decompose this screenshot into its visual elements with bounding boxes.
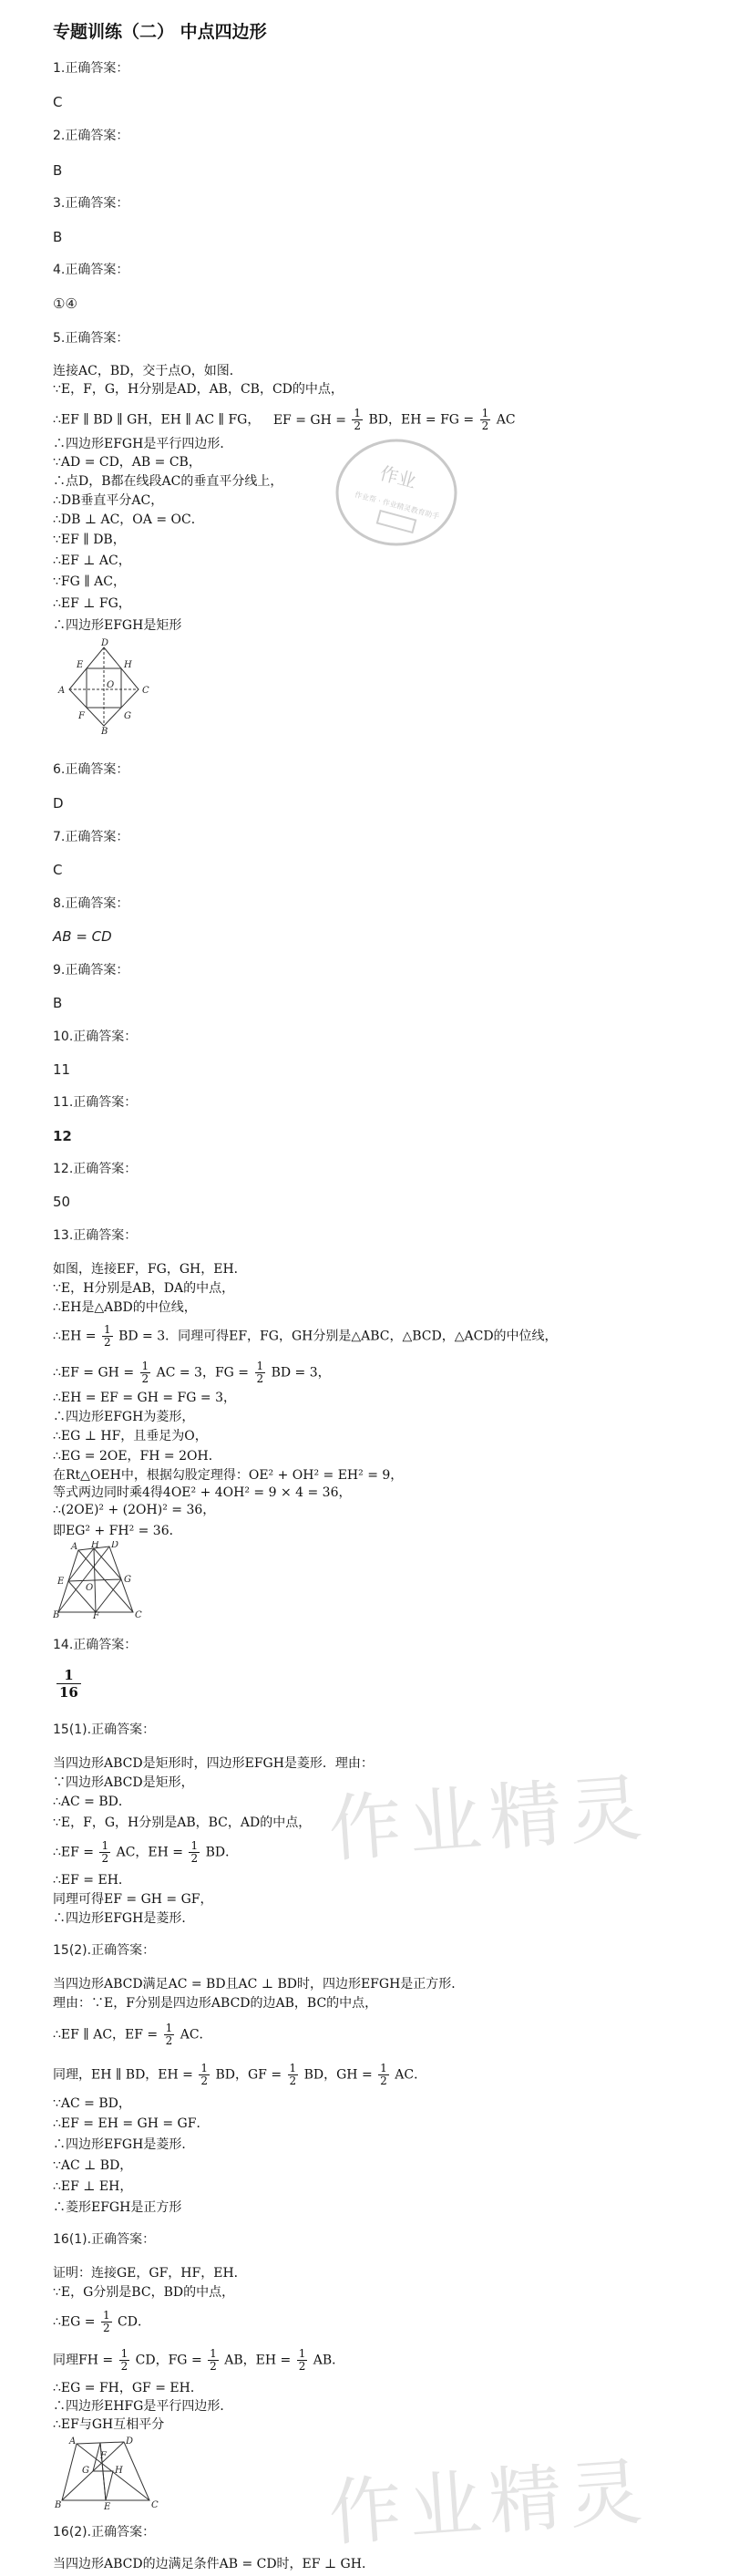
q4-answer: ①④ (53, 295, 77, 312)
q3-label: 3.正确答案： (53, 196, 129, 211)
q15a-frac-2-num: 1 (190, 1839, 199, 1852)
q11-label: 11.正确答案： (53, 1095, 138, 1110)
q13-line-5 (53, 1360, 331, 1385)
q5-line-1: 连接AC，BD，交于点O，如图． (53, 364, 242, 378)
q5-diagram-label-g: G (124, 711, 131, 721)
q1-answer: C (53, 94, 63, 110)
q15a-label: 15(1).正确答案： (53, 1723, 156, 1737)
q15a-line-5-mid: AC，EH = (116, 1845, 184, 1860)
q8-label: 8.正确答案： (53, 896, 129, 911)
q14-answer-fraction (56, 1667, 81, 1701)
q13-diagram-label-c: C (135, 1610, 142, 1619)
q9-answer: B (53, 995, 63, 1011)
q15b-line-4-tail: AC． (395, 2067, 427, 2083)
svg-text:作业: 作业 (377, 461, 419, 493)
q15b-line-8: ∵AC ⊥ BD， (53, 2158, 133, 2173)
q16-diagram-label-h: H (115, 2466, 123, 2476)
q15b-label: 15(2).正确答案： (53, 1943, 156, 1958)
q15a-line-3: ∴AC = BD． (53, 1795, 131, 1809)
q16a-line-2: ∵E，G分别是BC，BD的中点， (53, 2285, 235, 2300)
q12-label: 12.正确答案： (53, 1162, 138, 1176)
q16a-frac-4 (297, 2348, 308, 2373)
q5-frac-text-2: BD，EH = FG = (368, 412, 475, 428)
q13-frac-3-den: 2 (256, 1372, 264, 1385)
q16a-frac-1-num: 1 (102, 2309, 110, 2322)
q13-diagram-label-d: D (111, 1541, 119, 1550)
q13-frac-2-den: 2 (141, 1372, 149, 1385)
q15a-frac-1 (99, 1840, 110, 1865)
q15a-line-1: 当四边形ABCD是矩形时，四边形EFGH是菱形．理由： (53, 1756, 374, 1771)
q15b-frac-2-num: 1 (200, 2062, 209, 2074)
q16a-line-4-tail: AB． (313, 2353, 345, 2368)
q3-answer: B (53, 229, 63, 245)
page-title: 专题训练（二） 中点四边形 (53, 22, 267, 42)
q13-diagram-label-e: E (57, 1577, 65, 1587)
q13-line-12: ∴(2OE)² + (2OH)² = 36， (53, 1503, 216, 1517)
q15b-frac-1-num: 1 (165, 2022, 173, 2034)
svg-text:作业帮 · 作业精灵教育助手: 作业帮 · 作业精灵教育助手 (354, 490, 441, 522)
q5-line-11: ∵FG ∥ AC， (53, 574, 126, 589)
q15a-line-5-tail: BD． (205, 1845, 239, 1860)
q13-diagram-label-o: O (86, 1583, 94, 1593)
q13-line-4 (53, 1324, 558, 1349)
q16a-frac-2-den: 2 (120, 2360, 128, 2373)
q5-diagram-label-h: H (124, 660, 132, 670)
q13-line-13: 即EG² + FH² = 36． (53, 1524, 182, 1538)
q13-line-5-mid: AC = 3，FG = (156, 1365, 250, 1381)
q15b-frac-4-den: 2 (380, 2074, 387, 2087)
q15a-frac-2-den: 2 (190, 1852, 199, 1865)
q15a-frac-1-num: 1 (101, 1839, 109, 1852)
q16a-frac-4-den: 2 (298, 2360, 306, 2373)
q16a-label: 16(1).正确答案： (53, 2232, 156, 2247)
q13-line-4-tail: BD = 3．同理可得EF，FG，GH分别是△ABC，△BCD，△ACD的中位线， (118, 1329, 558, 1344)
q5-fraction-2 (480, 408, 491, 432)
q5-line-7: ∴DB垂直平分AC， (53, 493, 164, 508)
q13-diagram-label-h: H (91, 1541, 99, 1550)
q13-line-6: ∴EH = EF = GH = FG = 3， (53, 1391, 236, 1405)
q15b-line-2: 理由：∵E，F分别是四边形ABCD的边AB，BC的中点， (53, 1996, 378, 2011)
q5-line-8: ∴DB ⊥ AC，OA = OC． (53, 512, 204, 527)
q16a-line-3-tail: CD． (118, 2314, 150, 2330)
q12-answer: 50 (53, 1194, 71, 1210)
q16a-frac-1 (101, 2310, 112, 2334)
q1-label: 1.正确答案： (53, 61, 129, 76)
q15a-frac-1-den: 2 (101, 1852, 109, 1865)
q5-frac-text-3: AC (496, 412, 516, 428)
q6-label: 6.正确答案： (53, 762, 129, 777)
q5-kite-diagram (56, 638, 157, 734)
q15b-line-4 (53, 2063, 426, 2087)
q15b-line-6: ∴EF = EH = GH = GF． (53, 2116, 210, 2131)
q13-diagram-label-f: F (93, 1611, 99, 1619)
q13-line-2: ∵E，H分别是AB，DA的中点， (53, 1281, 235, 1296)
q13-frac-3 (255, 1360, 266, 1385)
q13-line-11: 等式两边同时乘4得4OE² + 4OH² = 9 × 4 = 36， (53, 1485, 352, 1500)
q13-quadrilateral-diagram (53, 1541, 153, 1619)
q16-diagram-label-f: F (100, 2451, 107, 2461)
q16a-frac-2 (119, 2348, 130, 2373)
q5-line-13: ∴四边形EFGH是矩形 (53, 618, 182, 633)
q5-line-9: ∵EF ∥ DB， (53, 533, 126, 547)
q13-diagram-label-a: A (71, 1542, 78, 1552)
q5-diagram-label-a: A (58, 686, 66, 696)
q15a-line-8: ∴四边形EFGH是菱形． (53, 1911, 195, 1926)
q5-frac2-num: 1 (481, 407, 489, 419)
q5-diagram-label-o: O (107, 680, 115, 690)
q13-frac-1 (102, 1324, 113, 1349)
q13-frac-2 (140, 1360, 151, 1385)
q16b-line-1: 当四边形ABCD的边满足条件AB = CD时，EF ⊥ GH． (53, 2557, 375, 2571)
q13-diagram-label-g: G (124, 1575, 131, 1585)
q16a-line-7: ∴EF与GH互相平分 (53, 2417, 165, 2432)
q5-diagram-label-b: B (101, 727, 108, 734)
q16-diagram-label-d: D (126, 2436, 134, 2447)
q13-line-9: ∴EG = 2OE，FH = 2OH． (53, 1449, 221, 1464)
q16a-frac-3-den: 2 (210, 2360, 217, 2373)
q5-frac-den: 2 (354, 419, 362, 432)
q15b-line-4-text: 同理，EH ∥ BD，EH = (53, 2067, 193, 2083)
q4-label: 4.正确答案： (53, 263, 129, 277)
q7-answer: C (53, 862, 63, 878)
q13-label: 13.正确答案： (53, 1228, 138, 1243)
q16a-line-1: 证明：连接GE，GF，HF，EH． (53, 2266, 247, 2281)
q15b-line-4-mid-2: BD，GH = (303, 2067, 373, 2083)
q6-answer: D (53, 795, 64, 812)
q5-line-12: ∴EF ⊥ FG， (53, 596, 131, 611)
q15b-frac-3 (288, 2063, 299, 2087)
q15a-line-5-text: ∴EF = (53, 1845, 95, 1860)
q13-frac-1-num: 1 (103, 1323, 111, 1336)
q14-frac-num: 1 (56, 1667, 81, 1684)
q16a-line-4 (53, 2348, 344, 2373)
q5-line-6: ∴点D，B都在线段AC的垂直平分线上， (53, 474, 283, 489)
q10-label: 10.正确答案： (53, 1029, 138, 1044)
q15b-line-4-mid-1: BD，GF = (215, 2067, 282, 2083)
q5-diagram-label-f: F (78, 711, 85, 721)
q16a-line-4-mid-2: AB，EH = (224, 2353, 292, 2368)
q5-line-5: ∵AD = CD，AB = CB， (53, 455, 201, 470)
q16-diagram-label-g: G (82, 2466, 89, 2476)
q2-answer: B (53, 162, 63, 179)
q16a-line-5: ∴EG = FH，GF = EH． (53, 2381, 203, 2395)
q16a-line-4-text: 同理FH = (53, 2353, 114, 2368)
q2-label: 2.正确答案： (53, 129, 129, 143)
q13-line-10: 在Rt△OEH中，根据勾股定理得：OE² + OH² = EH² = 9， (53, 1468, 404, 1483)
q5-fraction (352, 408, 363, 432)
q13-line-1: 如图，连接EF，FG，GH，EH． (53, 1262, 247, 1277)
q15a-line-7: 同理可得EF = GH = GF， (53, 1892, 213, 1907)
watermark-text-1: 作业精灵 (325, 1764, 652, 1873)
q15b-frac-2 (199, 2063, 210, 2087)
q13-frac-2-num: 1 (141, 1360, 149, 1372)
q16a-frac-4-num: 1 (298, 2347, 306, 2360)
q15b-frac-1-den: 2 (165, 2034, 173, 2047)
q13-line-3: ∴EH是△ABD的中位线， (53, 1300, 197, 1315)
q15b-line-1: 当四边形ABCD满足AC = BD且AC ⊥ BD时，四边形EFGH是正方形． (53, 1977, 465, 1991)
q13-line-4-text: ∴EH = (53, 1329, 97, 1344)
q15b-line-3 (53, 2023, 212, 2047)
q16b-label: 16(2).正确答案： (53, 2525, 156, 2540)
q16-quadrilateral-diagram (53, 2436, 162, 2509)
q5-diagram-label-d: D (101, 638, 109, 648)
q16a-frac-3-num: 1 (210, 2347, 217, 2360)
q5-diagram-label-c: C (142, 686, 149, 696)
stamp-watermark-icon (328, 433, 465, 552)
q10-answer: 11 (53, 1061, 71, 1078)
q13-line-8: ∴EG ⊥ HF，且垂足为O， (53, 1429, 208, 1443)
q15a-line-5 (53, 1840, 238, 1865)
q15b-frac-1 (164, 2023, 175, 2047)
q5-line-10: ∴EF ⊥ AC， (53, 553, 131, 568)
q14-label: 14.正确答案： (53, 1638, 138, 1652)
q8-answer: AB = CD (53, 928, 112, 945)
q15b-frac-4 (378, 2063, 389, 2087)
q15a-line-2: ∵四边形ABCD是矩形， (53, 1775, 194, 1790)
q15a-line-4: ∵E，F，G，H分别是AB，BC，AD的中点， (53, 1816, 312, 1830)
q13-line-5-text: ∴EF = GH = (53, 1365, 135, 1381)
q5-label: 5.正确答案： (53, 331, 129, 346)
q13-line-7: ∴四边形EFGH为菱形， (53, 1410, 195, 1424)
q15b-frac-3-den: 2 (289, 2074, 297, 2087)
q16-diagram-label-c: C (151, 2500, 159, 2509)
q16a-line-4-mid-1: CD，FG = (135, 2353, 202, 2368)
q14-frac-den: 16 (59, 1684, 78, 1701)
q15b-line-5: ∵AC = BD， (53, 2096, 131, 2111)
q15b-line-10: ∴菱形EFGH是正方形 (53, 2200, 182, 2215)
q5-frac-text-1: EF = GH = (272, 412, 346, 428)
q15a-line-6: ∴EF = EH． (53, 1873, 131, 1888)
q15b-line-3-tail: AC． (180, 2027, 212, 2043)
q16a-frac-1-den: 2 (102, 2322, 110, 2334)
q15a-frac-2 (189, 1840, 200, 1865)
watermark-text-2: 作业精灵 (325, 2448, 652, 2557)
q5-line-2: ∵E，F，G，H分别是AD，AB，CB，CD的中点， (53, 382, 344, 397)
q16a-line-3-text: ∴EG = (53, 2314, 96, 2330)
q15b-line-7: ∴四边形EFGH是菱形． (53, 2137, 195, 2152)
q5-line-3 (53, 408, 516, 432)
q16-diagram-label-a: A (69, 2436, 77, 2447)
q13-frac-1-den: 2 (103, 1336, 111, 1349)
q16a-frac-3 (208, 2348, 219, 2373)
q15b-frac-3-num: 1 (289, 2062, 297, 2074)
q5-line-4: ∴四边形EFGH是平行四边形． (53, 437, 233, 451)
q16a-line-3 (53, 2310, 150, 2334)
q13-line-5-tail: BD = 3， (271, 1365, 331, 1381)
q5-frac-num: 1 (354, 407, 362, 419)
q16a-line-6: ∴四边形EHFG是平行四边形． (53, 2399, 233, 2414)
q11-answer: 12 (53, 1128, 72, 1144)
q15b-line-3-text: ∴EF ∥ AC，EF = (53, 2027, 159, 2043)
q9-label: 9.正确答案： (53, 963, 129, 978)
q15b-frac-2-den: 2 (200, 2074, 209, 2087)
q5-frac2-den: 2 (481, 419, 489, 432)
q5-diagram-label-e: E (77, 660, 84, 670)
q13-diagram-label-b: B (53, 1610, 60, 1619)
q15b-line-9: ∴EF ⊥ EH， (53, 2179, 133, 2194)
q15b-frac-4-num: 1 (380, 2062, 387, 2074)
q16-diagram-label-b: B (55, 2500, 62, 2509)
q13-frac-3-num: 1 (256, 1360, 264, 1372)
q7-label: 7.正确答案： (53, 830, 129, 844)
q5-line-3-text: ∴EF ∥ BD ∥ GH，EH ∥ AC ∥ FG， (53, 412, 261, 428)
q16a-frac-2-num: 1 (120, 2347, 128, 2360)
q16-diagram-label-e: E (104, 2502, 111, 2509)
